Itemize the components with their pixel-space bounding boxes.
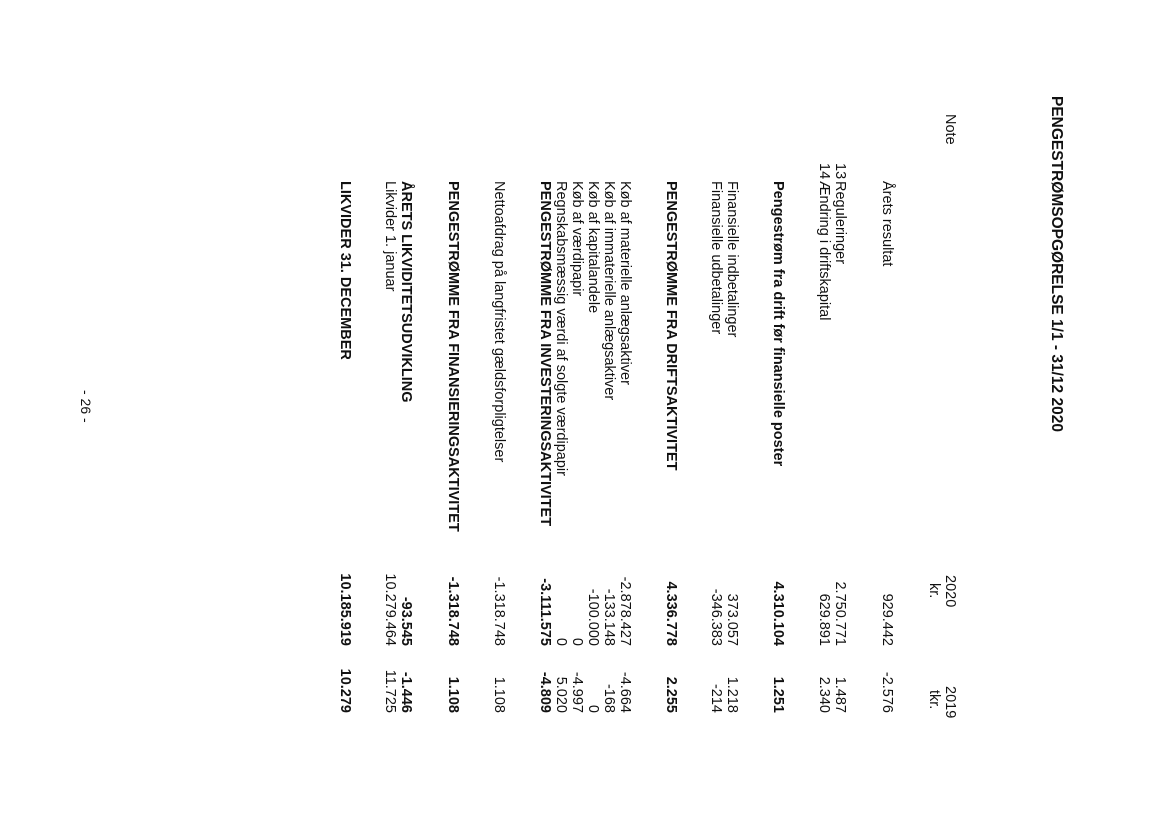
row-value-2020: 373.057 — [724, 593, 740, 646]
row-note: 14 — [816, 163, 832, 180]
row-label: Køb af kapitalandele — [585, 181, 601, 314]
row-value-2020: -2.878.427 — [617, 576, 633, 646]
row-label: Køb af immaterielle anlægsaktiver — [601, 181, 617, 401]
row-label: Årets resultat — [879, 181, 895, 267]
row-label: Køb af værdipapir — [569, 181, 585, 297]
row-label: Ændring i driftskapital — [816, 181, 832, 321]
row-label: Finansielle indbetalinger — [724, 181, 740, 338]
row-label: ÅRETS LIKVIDITETSUDVIKLING — [398, 181, 414, 403]
row-value-2020: 0 — [569, 637, 585, 646]
row-value-2020: 10.185.919 — [337, 573, 353, 646]
unit-2019-header: tkr. — [926, 690, 942, 710]
row-value-2020: 10.279.464 — [382, 573, 398, 646]
row-value-2019: 1.251 — [770, 676, 786, 713]
row-value-2020: 4.336.778 — [663, 581, 679, 646]
row-value-2020: 929.442 — [879, 593, 895, 646]
row-label: LIKVIDER 31. DECEMBER — [337, 181, 353, 360]
row-value-2019: -214 — [708, 683, 724, 713]
row-value-2020: -133.148 — [601, 588, 617, 646]
row-note: 13 — [832, 163, 848, 180]
row-value-2020: 4.310.104 — [770, 581, 786, 646]
row-label: Likvider 1. januar — [382, 181, 398, 292]
row-label: Finansielle udbetalinger — [708, 181, 724, 335]
row-value-2020: 629.891 — [816, 593, 832, 646]
row-label: PENGESTRØMME FRA INVESTERINGSAKTIVITET — [537, 181, 553, 527]
row-value-2019: 10.279 — [337, 668, 353, 713]
row-label: PENGESTRØMME FRA FINANSIERINGSAKTIVITET — [445, 181, 461, 532]
row-value-2019: 11.725 — [382, 669, 398, 713]
year-2019-header: 2019 — [942, 686, 958, 719]
row-label: PENGESTRØMME FRA DRIFTSAKTIVITET — [663, 181, 679, 471]
row-value-2020: -100.000 — [585, 588, 601, 646]
row-value-2019: 1.487 — [832, 676, 848, 713]
row-value-2019: 2.255 — [663, 676, 679, 713]
row-value-2020: -3.111.575 — [537, 578, 553, 646]
row-value-2019: -4.809 — [537, 671, 553, 713]
row-value-2019: -1.446 — [398, 671, 414, 713]
row-label: Regnskabsmæssig værdi af solgte værdipapir — [553, 181, 569, 476]
row-value-2019: 5.020 — [553, 676, 569, 713]
row-label: Pengestrøm fra drift før finansielle poster — [770, 181, 786, 467]
page-title: PENGESTRØMSOPGØRELSE 1/1 - 31/12 2020 — [1048, 96, 1065, 432]
row-value-2020: -1.318.748 — [491, 576, 507, 646]
row-label: Nettoafdrag på langfristet gældsforpligtelser — [491, 181, 507, 463]
row-value-2019: 2.340 — [816, 676, 832, 713]
row-value-2020: 0 — [553, 637, 569, 646]
note-column-header: Note — [942, 114, 958, 145]
row-value-2020: -346.383 — [708, 588, 724, 646]
row-value-2020: -1.318.748 — [445, 576, 461, 646]
row-value-2020: -93.545 — [398, 596, 414, 646]
row-value-2019: 1.218 — [724, 676, 740, 713]
row-value-2019: 1.108 — [445, 676, 461, 713]
page-number: - 26 - — [78, 390, 94, 423]
row-label: Køb af materielle anlægsaktiver — [617, 181, 633, 385]
year-2020-header: 2020 — [942, 575, 958, 608]
row-value-2019: 0 — [585, 704, 601, 713]
row-value-2019: -4.664 — [617, 671, 633, 713]
row-value-2019: -2.576 — [879, 671, 895, 713]
row-value-2019: -4.997 — [569, 671, 585, 713]
row-value-2019: 1.108 — [491, 676, 507, 713]
row-value-2020: 2.750.771 — [832, 581, 848, 646]
row-value-2019: -168 — [601, 683, 617, 713]
row-label: Reguleringer — [832, 181, 848, 265]
unit-2020-header: kr. — [926, 583, 942, 599]
